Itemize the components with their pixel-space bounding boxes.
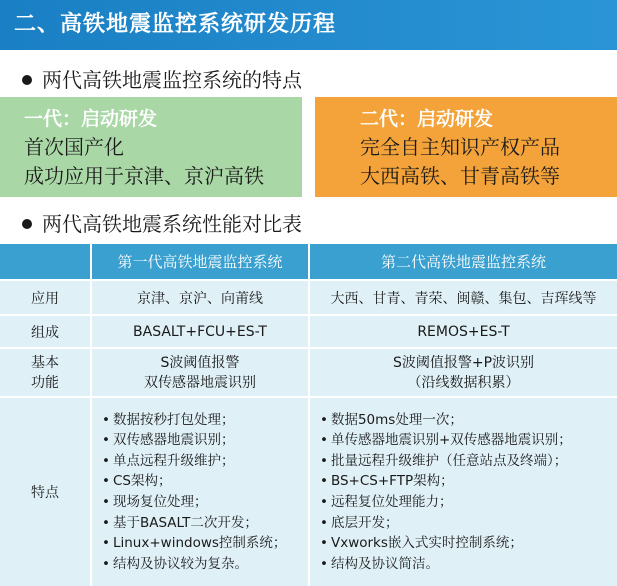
- section-title: 二、高铁地震监控系统研发历程: [14, 12, 337, 37]
- table-cell: 京津、京沪、向莆线: [92, 279, 310, 314]
- list-item: • 基于BASALT二次开发；: [102, 513, 308, 534]
- gen1-card: [0, 97, 302, 197]
- table-cell: BASALT+FCU+ES-T: [92, 314, 310, 347]
- table-header-gen1: 第一代高铁地震监控系统: [92, 244, 310, 279]
- row-label: 组成: [0, 314, 92, 347]
- comparison-table: [0, 244, 617, 586]
- gen2-card-line: 大西高铁、甘青高铁等: [360, 164, 560, 188]
- table-cell: [310, 396, 617, 586]
- cell-line: 双传感器地震识别: [144, 374, 256, 391]
- comparison-heading-text: 两代高铁地震系统性能对比表: [42, 212, 302, 236]
- cell-line: S波阈值报警: [160, 354, 240, 371]
- table-header-gen2: 第二代高铁地震监控系统: [310, 244, 617, 279]
- list-item: • 单点远程升级维护；: [102, 451, 308, 472]
- cell-line: S波阈值报警+P波识别: [392, 354, 535, 371]
- row-label: 应用: [0, 279, 92, 314]
- row-label-line: 功能: [31, 374, 59, 391]
- gen1-feature-list: [92, 410, 308, 575]
- bullet-icon: [22, 75, 32, 85]
- gen2-card-line: 完全自主知识产权产品: [360, 135, 560, 159]
- comparison-heading: [22, 208, 302, 237]
- bullet-icon: [22, 219, 32, 229]
- cell-line: （沿线数据积累）: [407, 374, 520, 391]
- list-item: • Linux+windows控制系统；: [102, 533, 308, 554]
- list-item: • 数据按秒打包处理；: [102, 410, 308, 431]
- gen2-feature-list: [310, 410, 617, 575]
- table-row: [0, 347, 617, 396]
- list-item: • Vxworks嵌入式实时控制系统；: [320, 533, 617, 554]
- table-cell: [92, 347, 310, 396]
- gen1-card-line: 成功应用于京津、京沪高铁: [24, 164, 264, 188]
- row-label-line: 基本: [31, 354, 59, 371]
- gen1-card-line: 首次国产化: [24, 135, 124, 159]
- table-row: [0, 396, 617, 586]
- row-label: [0, 347, 92, 396]
- table-header-row: [0, 244, 617, 279]
- list-item: • 数据50ms处理一次；: [320, 410, 617, 431]
- table-cell: [310, 347, 617, 396]
- features-heading-text: 两代高铁地震监控系统的特点: [42, 68, 302, 92]
- list-item: • BS+CS+FTP架构；: [320, 471, 617, 492]
- list-item: • 结构及协议简洁。: [320, 554, 617, 575]
- table-cell: 大西、甘青、青荣、闽赣、集包、吉珲线等: [310, 279, 617, 314]
- list-item: • CS架构；: [102, 471, 308, 492]
- section-header: [0, 0, 617, 50]
- table-header-corner: [0, 244, 92, 279]
- list-item: • 底层开发；: [320, 513, 617, 534]
- gen2-card: [315, 97, 617, 197]
- list-item: • 现场复位处理；: [102, 492, 308, 513]
- table-row: [0, 314, 617, 347]
- features-heading: [22, 64, 302, 93]
- list-item: • 远程复位处理能力；: [320, 492, 617, 513]
- row-label: 特点: [0, 396, 92, 586]
- gen1-card-title: 一代：启动研发: [24, 108, 158, 130]
- list-item: • 批量远程升级维护（任意站点及终端）；: [320, 451, 617, 472]
- list-item: • 单传感器地震识别+双传感器地震识别；: [320, 430, 617, 451]
- table-cell: REMOS+ES-T: [310, 314, 617, 347]
- table-row: [0, 279, 617, 314]
- table-cell: [92, 396, 310, 586]
- list-item: • 双传感器地震识别；: [102, 430, 308, 451]
- list-item: • 结构及协议较为复杂。: [102, 554, 308, 575]
- gen2-card-title: 二代：启动研发: [360, 108, 494, 130]
